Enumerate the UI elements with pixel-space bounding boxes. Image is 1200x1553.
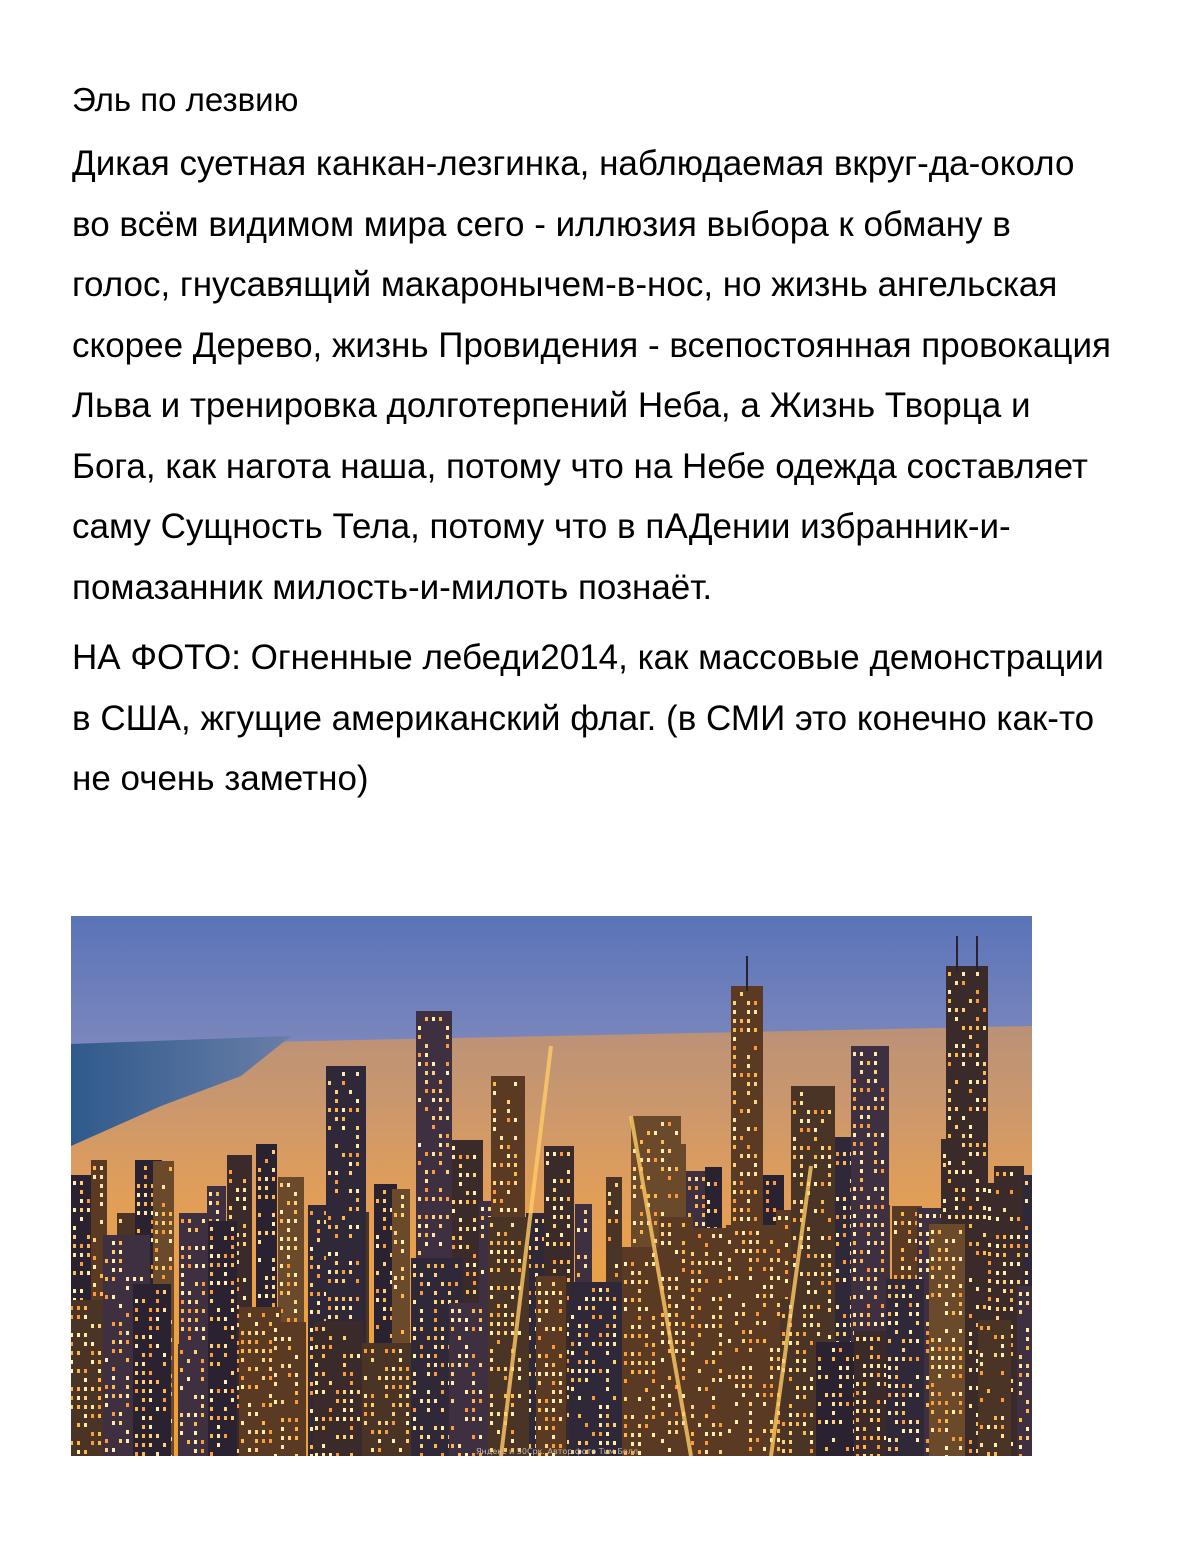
document-page: [72, 72, 1132, 820]
city-photo: [71, 916, 1032, 1456]
body-paragraph: Дикая суетная канкан-лезгинка, наблюдаемая вкруг-да-около во всём видимом мира сего - иллюзия выбора к обману в голос, гнусавящий макаронычем-в-нос, но жизнь ангельская скорее Дерево, жизнь Провидения - всепостоянная провокация Льва и тренировка долготерпений Неба, а Жизнь Творца и Бога, как нагота наша, потому что на Небе одежда составляет саму Сущность Тела, потому что в пАДении избранник-и-помазанник милость-и-милоть познаёт.: [72, 144, 1111, 607]
photo-caption: НА ФОТО: Огненные лебеди2014, как массовые демонстрации в США, жгущие американский флаг. (в СМИ это конечно как-то не очень заметно): [72, 638, 1104, 798]
document-title: Эль по лезвию: [72, 81, 299, 118]
photo-credit: Яндекс и 50Срк. Автор фото Тим Болл: [476, 1447, 638, 1456]
